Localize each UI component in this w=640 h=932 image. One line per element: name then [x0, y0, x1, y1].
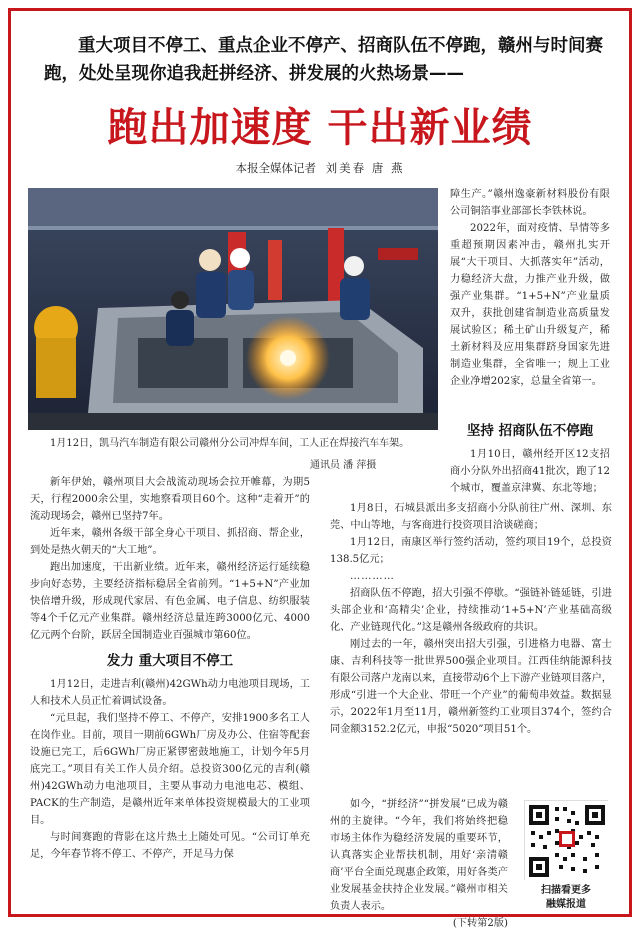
qr-caption-line2: 融媒报道	[546, 899, 586, 910]
article-headline: 跑出加速度 干出新业绩	[107, 105, 533, 151]
right-paragraph: 2022年，面对疫情、旱情等多重超预期因素冲击，赣州扎实开展“大干项目、大抓落实年”活动，力稳经济大盘，力推产业升级，做强产业集群。“1+5+N”产业量质双升，获批创建省制造业高质量发展试验区；稀土矿山升级复产，稀土新材料及应用集群跻身国家先进制造业集群，全省唯一；规上工业企业净增202家，总量全省第一。	[450, 223, 610, 387]
left-paragraph: “元旦起，我们坚持不停工、不停产，安排1900多名工人在岗作业。目前，项目一期前6GWh厂房及办公、住宿等配套设施已完工，后6GWh厂房正紧锣密鼓地施工，计划今年5月底完工。”项目有关工作人员介绍。总投资300亿元的吉利(赣州)42GWh动力电池项目，主要从事动力电池电芯、模组、PACK的生产制造，是赣州近年来单体投资规模最大的工业项目。	[30, 713, 310, 826]
qr-caption-line1: 扫描看更多	[541, 885, 591, 896]
wide-column	[330, 500, 612, 738]
wide-paragraph: 招商队伍不停跑，招大引强不停歇。“强链补链延链，引进头部企业和‘高精尖’企业，持续推动‘1+5+N’产业基础高级化、产业链现代化。”这是赣州各级政府的共识。	[330, 588, 612, 633]
right-column-lower	[450, 414, 610, 497]
byline-prefix: 本报全媒体记者	[235, 161, 317, 175]
photo-illustration	[28, 188, 438, 430]
right-paragraph: 1月10日，赣州经开区12支招商小分队外出招商41批次，跑了12个城市，覆盖京津冀、东北等地；	[450, 449, 610, 494]
wide-paragraph: 1月12日，南康区举行签约活动，签约项目19个，总投资138.5亿元；	[330, 537, 612, 565]
right-column-top	[450, 186, 610, 390]
left-paragraph: 1月12日，走进吉利(赣州)42GWh动力电池项目现场，工人和技术人员正忙着调试设备。	[30, 679, 310, 707]
photo-credit: 通讯员 潘 萍摄	[310, 460, 377, 471]
subhead-investment-teams: 坚持 招商队伍不停跑	[466, 423, 594, 439]
qr-caption	[520, 884, 612, 912]
photo-caption: 1月12日，凯马汽车制造有限公司赣州分公司冲焊车间，工人正在焊接汽车车架。	[50, 438, 410, 449]
factory-welding-photo	[28, 188, 438, 430]
ellipsis-line: …………	[350, 571, 395, 582]
wide-paragraph: 1月8日，石城县派出多支招商小分队前往广州、深圳、东莞、中山等地，与客商进行投资项目洽谈磋商；	[330, 503, 612, 531]
closing-paragraph: 如今，“拼经济”“拼发展”已成为赣州的主旋律。“今年，我们将始终把稳市场主体作为稳经济发展的重要环节，认真落实企业帮扶机制，用好‘亲清赣商’平台全面兑现惠企政策，用好各类产业发展基金扶持企业发展。”赣州市相关负责人表示。	[330, 799, 508, 912]
closing-column	[330, 796, 508, 932]
left-column	[30, 474, 310, 863]
subhead-major-projects: 发力 重大项目不停工	[106, 653, 234, 669]
article-byline	[0, 160, 640, 176]
left-paragraph: 与时间赛跑的背影在这片热土上随处可见。“公司订单充足，今年春节将不停工、不停产，开足马力保	[30, 832, 310, 860]
qr-code-graphic	[525, 801, 609, 881]
left-paragraph: 近年来，赣州各级干部全身心干项目、抓招商、帮企业，到处是热火朝天的“大工地”。	[30, 528, 310, 556]
continued-note: (下转第2版)	[452, 918, 508, 929]
article-kicker: 重大项目不停工、重点企业不停产、招商队伍不停跑，赣州与时间赛跑，处处呈现你追我赶拼经济、拼发展的火热场景——	[44, 36, 603, 84]
byline-names: 刘美春 唐 燕	[325, 161, 405, 175]
qr-code-icon[interactable]	[524, 800, 608, 880]
left-paragraph: 跑出加速度，干出新业绩。近年来，赣州经济运行延续稳步向好态势，主要经济指标稳居全省前列。“1+5+N”产业加快倍增升级，形成现代家居、有色金属、电子信息、纺织服装等4个千亿元产业集群。赣州经济总量连跨3000亿元、4000亿元两个台阶，跃居全国制造业百强城市第60位。	[30, 562, 310, 641]
wide-paragraph: 刚过去的一年，赣州突出招大引强，引进格力电器、富士康、吉利科技等一批世界500强企业项目。江西佳纳能源科技有限公司落户龙南以来，直接带动6个上下游产业链项目落户，形成“引进一个大企业、带旺一个产业”的葡萄串效益。数据显示，2022年1月至11月，赣州新签约工业项目374个，签约合同金额3152.2亿元，申报“5020”项目51个。	[330, 639, 612, 735]
left-paragraph: 新年伊始，赣州项目大会战流动现场会拉开帷幕，为期5天，行程2000余公里，实地察看项目60个。这种“走着开”的流动现场会，赣州已坚持7年。	[30, 477, 310, 522]
right-paragraph: 障生产。”赣州逸豪新材料股份有限公司铜箔事业部部长李铁林说。	[450, 189, 610, 217]
